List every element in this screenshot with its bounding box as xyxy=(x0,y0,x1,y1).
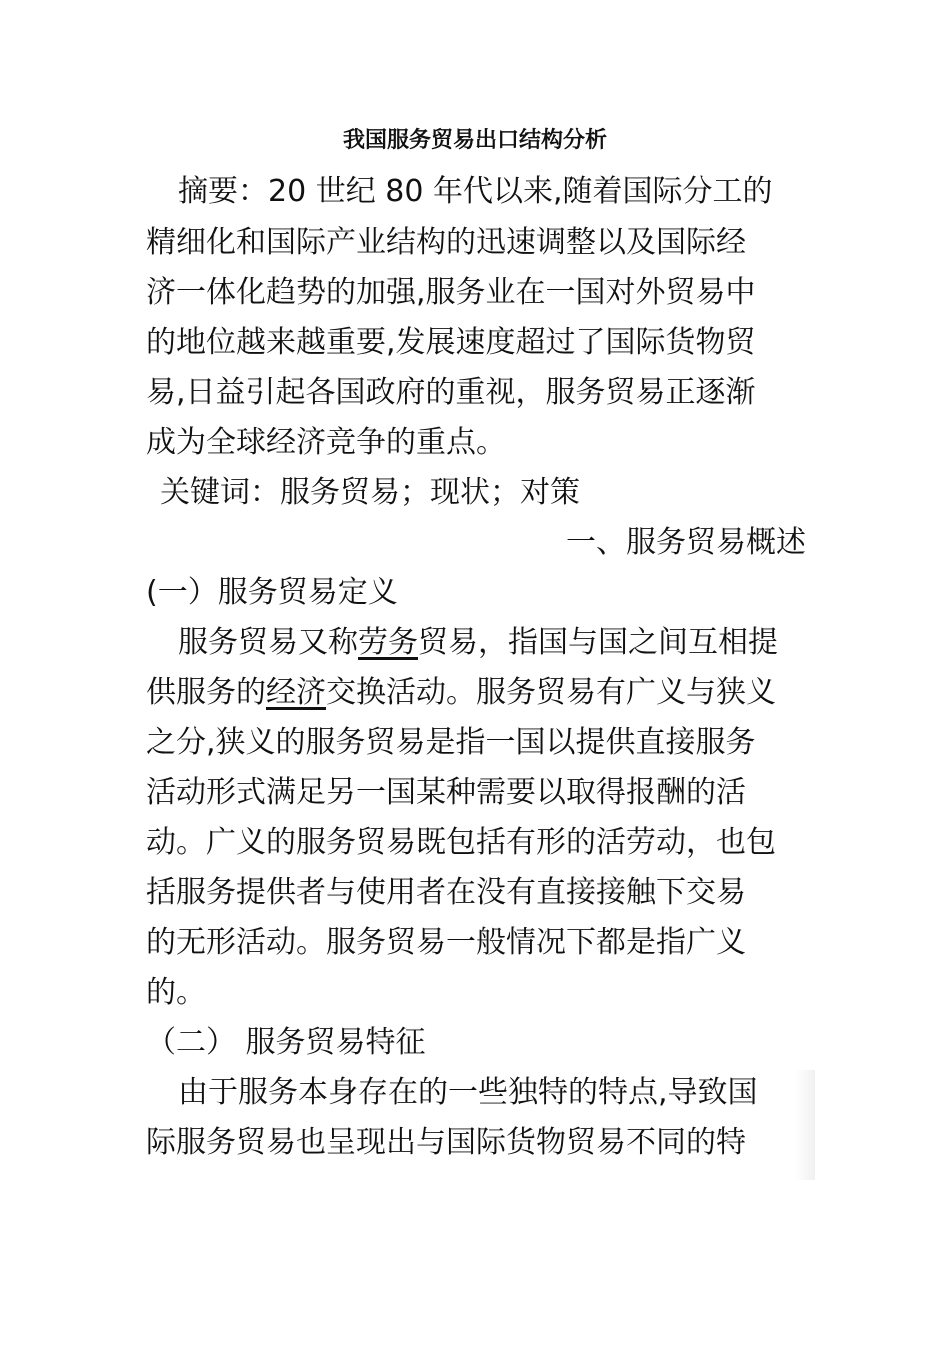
definition-line-4: 活动形式满足另一国某种需要以取得报酬的活 xyxy=(146,775,746,810)
definition-text: 交换活动。服务贸易有广义与狭义 xyxy=(326,675,776,710)
abstract-line-6: 成为全球经济竞争的重点。 xyxy=(146,425,506,460)
keywords-line: 关键词：服务贸易；现状；对策 xyxy=(160,475,580,510)
definition-text: 贸易，指国与国之间互相提 xyxy=(418,625,778,660)
subsection-heading-features: （二） 服务贸易特征 xyxy=(146,1025,426,1060)
term-link-labor[interactable]: 劳务 xyxy=(358,625,418,660)
section-heading: 一、服务贸易概述 xyxy=(566,525,806,560)
document-title: 我国服务贸易出口结构分析 xyxy=(342,128,607,153)
subsection-heading-definition: (一）服务贸易定义 xyxy=(146,575,398,610)
abstract-line-3: 济一体化趋势的加强,服务业在一国对外贸易中 xyxy=(146,275,756,310)
abstract-line-1: 摘要：20 世纪 80 年代以来,随着国际分工的 xyxy=(178,174,773,209)
definition-text: 服务贸易又称 xyxy=(178,625,358,660)
definition-line-2 xyxy=(146,668,806,718)
definition-line-3: 之分,狭义的服务贸易是指一国以提供直接服务 xyxy=(146,725,756,760)
definition-line-6: 括服务提供者与使用者在没有直接接触下交易 xyxy=(146,875,746,910)
abstract-line-2: 精细化和国际产业结构的迅速调整以及国际经 xyxy=(146,225,746,260)
abstract-line-5: 易,日益引起各国政府的重视，服务贸易正逐渐 xyxy=(146,375,756,410)
abstract-line-4: 的地位越来越重要,发展速度超过了国际货物贸 xyxy=(146,325,756,360)
definition-text: 供服务的 xyxy=(146,675,266,710)
definition-line-7: 的无形活动。服务贸易一般情况下都是指广义 xyxy=(146,925,746,960)
feature-line-1: 由于服务本身存在的一些独特的特点,导致国 xyxy=(178,1075,758,1110)
feature-line-2: 际服务贸易也呈现出与国际货物贸易不同的特 xyxy=(146,1125,746,1160)
term-link-economy[interactable]: 经济 xyxy=(266,675,326,710)
definition-line-1 xyxy=(178,618,838,668)
scan-shadow xyxy=(795,1070,815,1180)
definition-line-5: 动。广义的服务贸易既包括有形的活劳动，也包 xyxy=(146,825,776,860)
definition-line-8: 的。 xyxy=(146,975,206,1010)
